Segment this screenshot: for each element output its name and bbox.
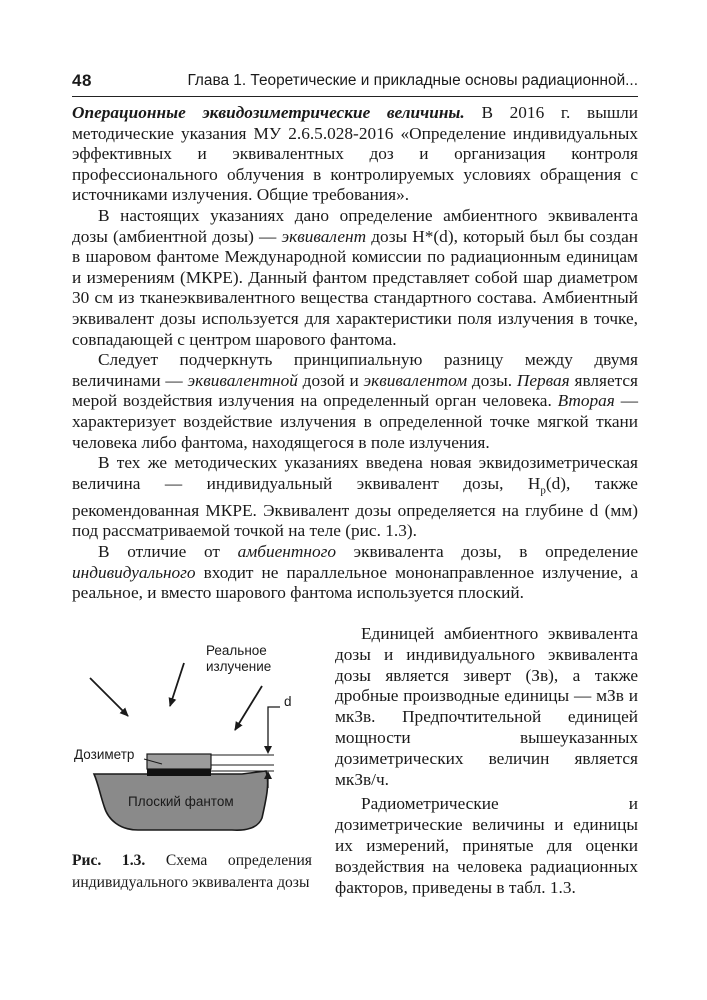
label-dosimeter: Дозиметр: [74, 747, 135, 762]
text-run: является мерой воздействия излучения на определенный орган человека.: [72, 370, 638, 411]
text-run: В тех же методических указаниях введена новая эквидозиметрическая величина — индивидуальный эквивалент дозы, H: [72, 453, 638, 493]
text-run: эквивалента дозы, в определение: [335, 541, 638, 561]
text-run: дозы H*(d), который был бы создан в шаровом фантоме Международной комиссии по радиационным единицам и измерениям (МКРЕ). Данный фантом представляет собой шар диаметром 30 см из тканеэквивалентного вещества стандартного состава. Амбиентный эквивалент дозы используется для характеристики поля излучения в точке, совпадающей с центром шарового фантома.: [72, 226, 638, 349]
radiation-arrow-middle: [170, 663, 184, 706]
dosimeter-base: [147, 769, 211, 776]
text-run: (d), также рекомендованная МКРЕ. Эквивалент дозы определяется на глубине d (мм) под рассматриваемой точкой на теле (рис. 1.3).: [72, 473, 638, 541]
paragraph-table-reference: Радиометрические и дозиметрические величины и единицы их измерений, принятые для оценки воздействия на человека радиационных факторов, приведены в табл. 1.3.: [335, 794, 638, 897]
radiation-arrow-left: [90, 678, 128, 716]
side-text: [335, 624, 638, 898]
dosimeter-body: [147, 754, 211, 769]
emphasis: эквивалент: [281, 226, 367, 246]
paragraph-units: Единицей амбиентного эквивалента дозы и индивидуального эквивалента дозы является зиверт (Зв), а также дробные производные единицы — мЗв и мкЗв. Предпочтительной единицей мощности вышеуказанных дозиметрических величин является мкЗв/ч.: [335, 624, 638, 789]
paragraph-individual-dose: [72, 453, 638, 542]
text-run: дозой и: [297, 370, 364, 390]
text-run: входит не параллельное мононаправленное излучение, а реальное, и вместо шарового фантома используется плоский.: [72, 562, 638, 603]
dose-scheme-diagram: [72, 628, 310, 858]
emphasis: амбиентного: [237, 541, 336, 561]
depth-arrow-down: [264, 746, 272, 754]
subscript: p: [540, 484, 546, 497]
paragraph-contrast: [72, 542, 638, 604]
label-line: Реальное: [206, 643, 267, 658]
figure-caption: [72, 850, 312, 894]
running-head: Глава 1. Теоретические и прикладные основы радиационной...: [187, 72, 638, 89]
emphasis: эквивалентом: [363, 370, 468, 390]
label-depth: d: [284, 694, 292, 709]
paragraph-lead: Операционные эквидозиметрические величины.: [72, 103, 465, 122]
label-real-radiation: [206, 643, 271, 675]
caption-prefix: Рис. 1.3.: [72, 852, 146, 869]
main-text: [72, 103, 638, 604]
label-line: излучение: [206, 659, 272, 674]
text-run: В настоящих указаниях дано определение амбиентного эквивалента дозы (амбиентной дозы) —: [72, 205, 638, 246]
label-flat-phantom: Плоский фантом: [128, 794, 234, 809]
emphasis: Первая: [516, 370, 570, 390]
page-header: [72, 70, 638, 97]
emphasis: индивидуального: [72, 562, 196, 582]
depth-leader-line: [268, 707, 280, 750]
paragraph-operational-quantities: [72, 103, 638, 206]
text-run: дозы.: [467, 370, 517, 390]
text-run: Следует подчеркнуть принципиальную разницу между двумя величинами —: [72, 350, 638, 390]
emphasis: эквивалентной: [187, 370, 298, 390]
radiation-arrow-right: [235, 686, 262, 730]
paragraph-difference: [72, 350, 638, 453]
text-run: В отличие от: [98, 541, 238, 561]
page-number: 48: [72, 71, 92, 90]
emphasis: Вторая: [557, 391, 615, 411]
text-run: — характеризует воздействие излучения в определенной точке мягкой ткани человека либо фантома, находящегося в поле излучения.: [72, 391, 638, 452]
paragraph-text: В 2016 г. вышли методические указания МУ 2.6.5.028-2016 «Определение индивидуальных эффективных и эквивалентных доз и организация контроля профессионального облучения в контролируемых условиях обращения с источниками излучения. Общие требования».: [72, 103, 638, 205]
paragraph-ambient-dose: [72, 206, 638, 350]
figure-1-3: [72, 628, 310, 858]
caption-text: Схема определения индивидуального эквивалента дозы: [72, 852, 312, 891]
